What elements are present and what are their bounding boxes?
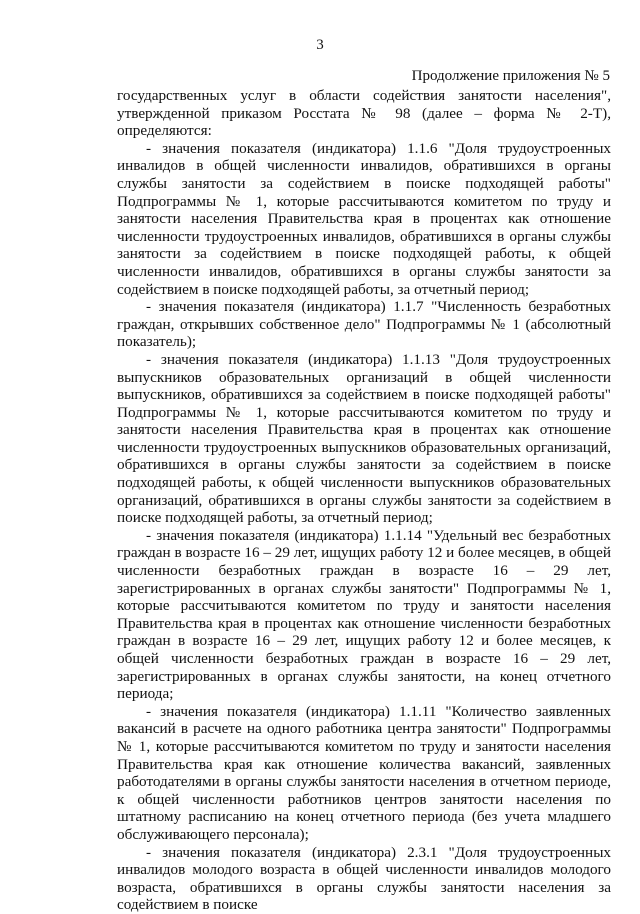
page-number: 3 [316,37,324,53]
paragraph-indicator-1-1-11: - значения показателя (индикатора) 1.1.11 "Количество заявленных вакансий в расчете на одного работника центра занятости" Подпрограммы № 1, которые рассчитываются комитетом по труду и занятости населения Правительства края как отношение количества вакансий, заявленных работодателями в органы службы занятости населения в отчетном периоде, к общей численности работников центров занятости населения по штатному расписанию на конец отчетного периода (без учета младшего обслуживающего персонала); [117,702,611,843]
appendix-label: Продолжение приложения № 5 [411,68,610,84]
paragraph-indicator-1-1-13: - значения показателя (индикатора) 1.1.13 "Доля трудоустроенных выпускников образовательных организаций в общей численности выпускников, обратившихся за содействием в поиске подходящей работы" Подпрограммы № 1, которые рассчитываются комитетом по труду и занятости населения Правительства края в процентах как отношение численности трудоустроенных выпускников образовательных организаций, обратившихся в органы службы занятости за содействием в поиске подходящей работы, к общей численности выпускников образовательных организаций, обратившихся в органы службы занятости за содействием в поиске подходящей работы, за отчетный период; [117,350,611,527]
paragraph-indicator-1-1-7: - значения показателя (индикатора) 1.1.7 "Численность безработных граждан, открывших собственное дело" Подпрограммы № 1 (абсолютный показатель); [117,298,611,351]
paragraph-continuation: государственных услуг в области содействия занятости населения", утвержденной приказом Росстата № 98 (далее – форма № 2-Т), определяются: [117,87,611,140]
document-body [117,87,611,914]
paragraph-indicator-1-1-14: - значения показателя (индикатора) 1.1.14 "Удельный вес безработных граждан в возрасте 16 – 29 лет, ищущих работу 12 и более месяцев, в общей численности безработных граждан в возрасте 16 – 29 лет, зарегистрированных в органах службы занятости" Подпрограммы № 1, которые рассчитываются комитетом по труду и занятости населения Правительства края в процентах как отношение численности безработных граждан в возрасте 16 – 29 лет, ищущих работу 12 и более месяцев, к общей численности безработных граждан в возрасте 16 – 29 лет, зарегистрированных в органах службы занятости, на конец отчетного периода; [117,526,611,703]
paragraph-indicator-1-1-6: - значения показателя (индикатора) 1.1.6 "Доля трудоустроенных инвалидов в общей численности инвалидов, обратившихся в органы службы занятости за содействием в поиске подходящей работы" Подпрограммы № 1, которые рассчитываются комитетом по труду и занятости населения Правительства края в процентах как отношение численности трудоустроенных инвалидов, обратившихся в органы службы занятости за содействием в поиске подходящей работы, к общей численности инвалидов, обратившихся в органы службы занятости за содействием в поиске подходящей работы, за отчетный период; [117,139,611,298]
paragraph-indicator-2-3-1: - значения показателя (индикатора) 2.3.1 "Доля трудоустроенных инвалидов молодого возраста в общей численности инвалидов молодого возраста, обратившихся в органы службы занятости населения за содействием в поиске [117,843,611,914]
